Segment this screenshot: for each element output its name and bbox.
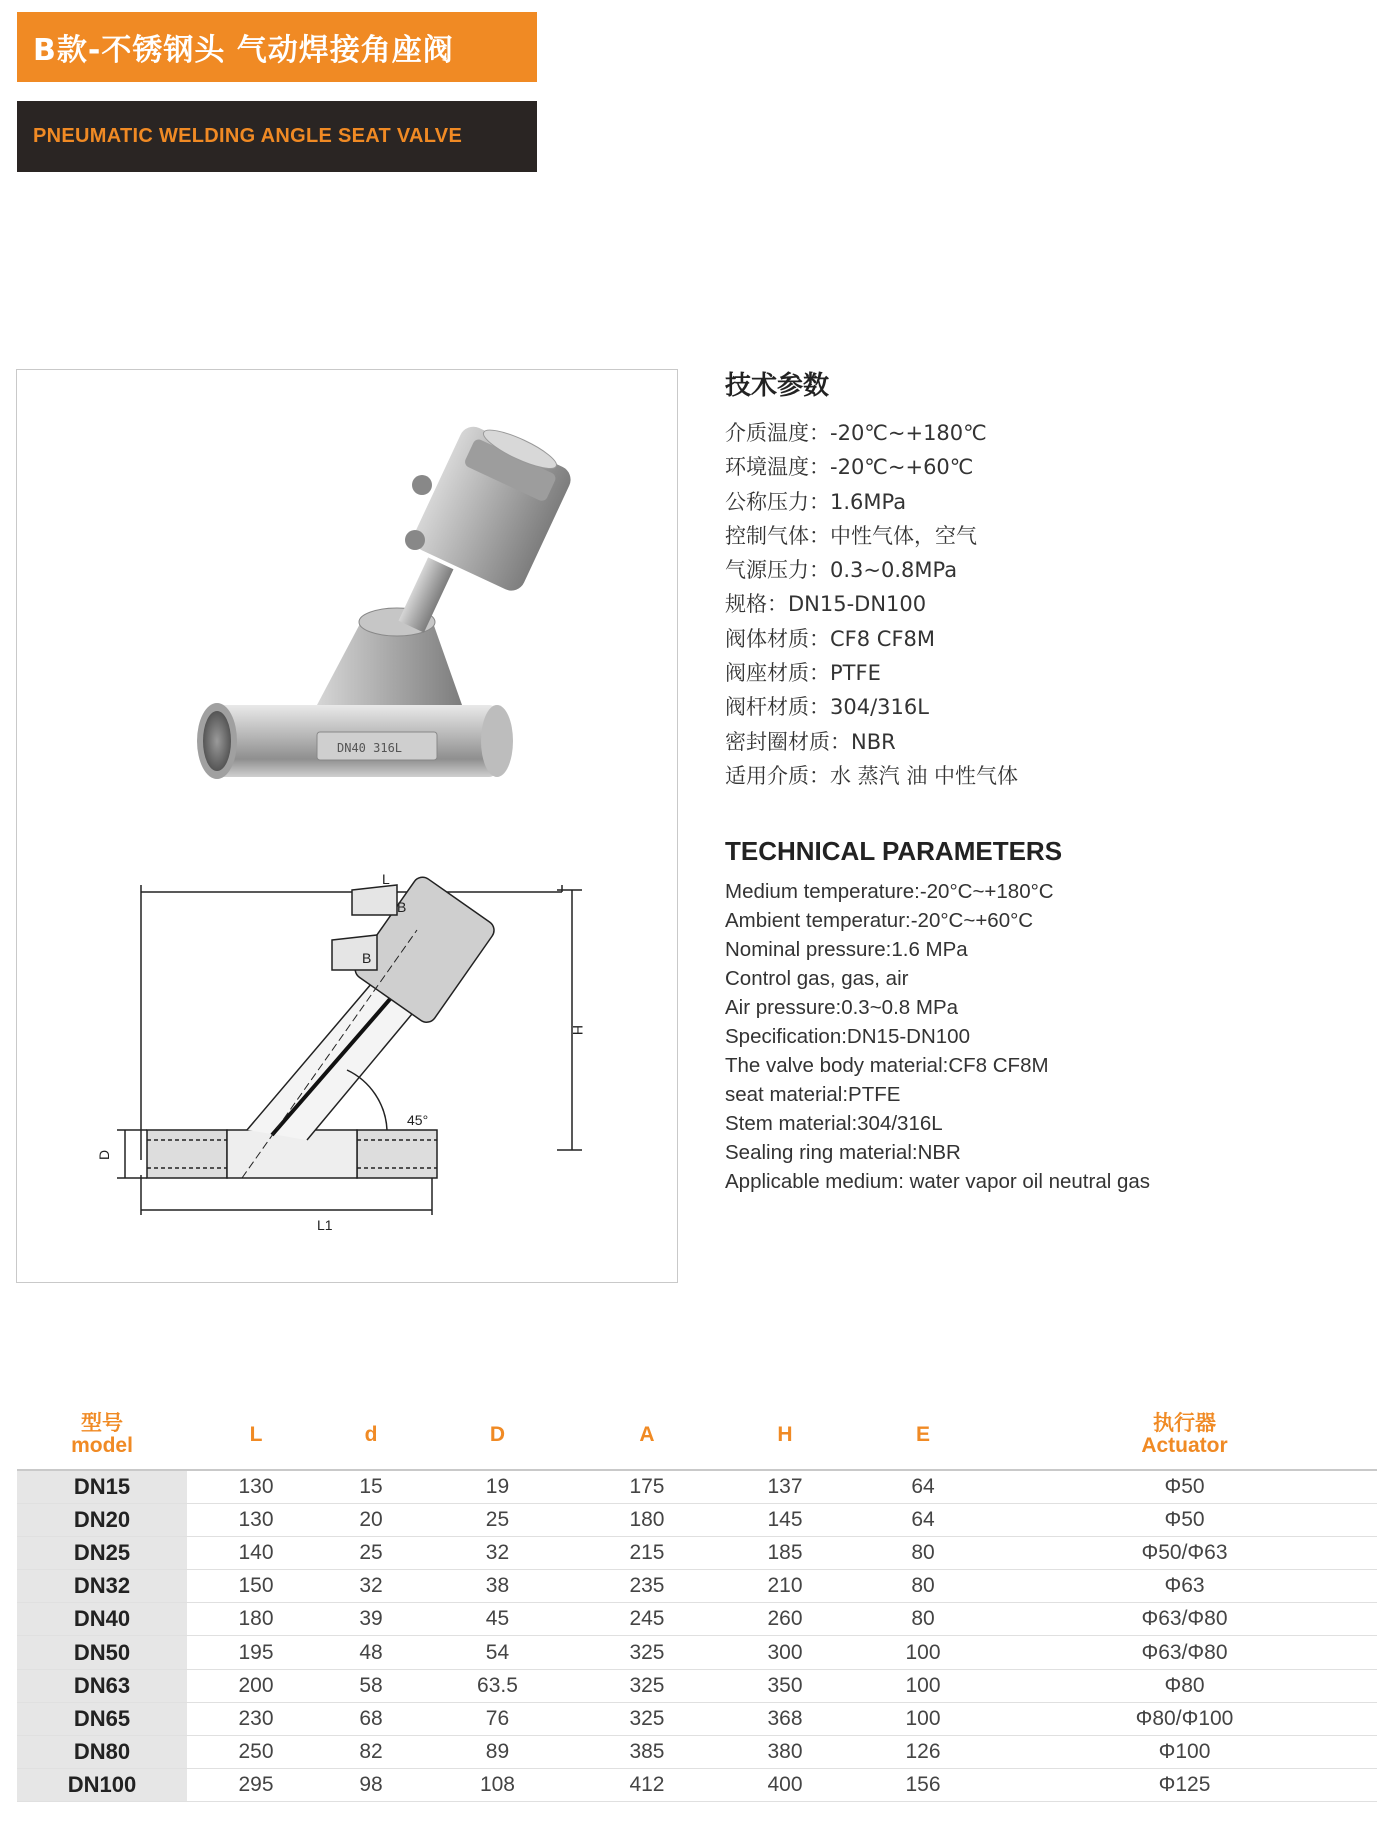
table-cell: Φ100 (992, 1736, 1377, 1769)
model-cell: DN15 (17, 1470, 187, 1503)
header-H: H (716, 1400, 854, 1470)
params-en-list (725, 877, 1365, 1196)
table-cell: 20 (325, 1503, 417, 1536)
header-en: Actuator (1141, 1433, 1228, 1457)
table-cell: 145 (716, 1503, 854, 1536)
table-cell: 180 (578, 1503, 716, 1536)
param-en-item: Specification:DN15-DN100 (725, 1025, 970, 1048)
table-row (17, 1736, 1377, 1769)
table-cell: 130 (187, 1503, 325, 1536)
params-en-heading: TECHNICAL PARAMETERS (725, 836, 1063, 866)
table-cell: 137 (716, 1470, 854, 1503)
table-cell: 58 (325, 1669, 417, 1702)
param-en-item: seat material:PTFE (725, 1083, 901, 1106)
table-cell: 325 (578, 1636, 716, 1669)
table-cell: 19 (417, 1470, 578, 1503)
param-en-item: Applicable medium: water vapor oil neutral gas (725, 1170, 1151, 1193)
table-row (17, 1603, 1377, 1636)
param-cn-item: 介质温度：-20℃~+180℃ (725, 421, 987, 445)
table-cell: 32 (325, 1570, 417, 1603)
table-cell: 175 (578, 1470, 716, 1503)
label-L1: L1 (317, 1217, 333, 1233)
table-cell: 48 (325, 1636, 417, 1669)
param-cn-item: 阀杆材质：304/316L (725, 695, 929, 720)
table-cell: 380 (716, 1736, 854, 1769)
table-cell: 80 (854, 1536, 992, 1569)
table-cell: 38 (417, 1570, 578, 1603)
param-en-item: Sealing ring material:NBR (725, 1141, 961, 1164)
product-figure (16, 369, 678, 1283)
header-cn: 型号 (81, 1411, 123, 1435)
table-cell: 325 (578, 1669, 716, 1702)
table-cell: 100 (854, 1669, 992, 1702)
table-cell: 245 (578, 1603, 716, 1636)
table-cell: 185 (716, 1536, 854, 1569)
table-row (17, 1470, 1377, 1503)
table-cell: 126 (854, 1736, 992, 1769)
table-cell: 385 (578, 1736, 716, 1769)
table-cell: 400 (716, 1769, 854, 1802)
param-cn-item: 适用介质：水 蒸汽 油 中性气体 (725, 763, 1019, 788)
table-cell: 89 (417, 1736, 578, 1769)
table-cell: 210 (716, 1570, 854, 1603)
title-banner (17, 12, 537, 82)
param-cn-item: 密封圈材质：NBR (725, 729, 896, 754)
param-cn-item: 阀体材质：CF8 CF8M (725, 626, 935, 651)
param-en-item: Ambient temperatur:-20°C~+60°C (725, 909, 1034, 932)
technical-parameters-cn (725, 365, 1365, 793)
table-cell: 64 (854, 1470, 992, 1503)
table-cell: 295 (187, 1769, 325, 1802)
table-cell: Φ50 (992, 1503, 1377, 1536)
table-cell: 80 (854, 1603, 992, 1636)
model-cell: DN25 (17, 1536, 187, 1569)
table-row (17, 1570, 1377, 1603)
table-cell: Φ63/Φ80 (992, 1603, 1377, 1636)
header-E: E (854, 1400, 992, 1470)
table-cell: Φ63 (992, 1570, 1377, 1603)
table-cell: 68 (325, 1702, 417, 1735)
table-cell: 100 (854, 1636, 992, 1669)
table-cell: Φ50 (992, 1470, 1377, 1503)
params-cn-heading: 技术参数 (725, 371, 830, 401)
table-row (17, 1669, 1377, 1702)
table-cell: 25 (417, 1503, 578, 1536)
table-row (17, 1769, 1377, 1802)
table-cell: 412 (578, 1769, 716, 1802)
header-A: A (578, 1400, 716, 1470)
label-B1: B (397, 899, 407, 915)
table-cell: 82 (325, 1736, 417, 1769)
table-cell: 200 (187, 1669, 325, 1702)
table-cell: Φ80/Φ100 (992, 1702, 1377, 1735)
param-cn-item: 规格：DN15-DN100 (725, 592, 927, 617)
table-cell: 350 (716, 1669, 854, 1702)
table-cell: 15 (325, 1470, 417, 1503)
subtitle-banner (17, 101, 537, 172)
label-D: D (96, 1149, 112, 1160)
label-H: H (570, 1025, 586, 1036)
table-cell: 195 (187, 1636, 325, 1669)
header-cn: 执行器 (1153, 1411, 1216, 1435)
param-en-item: Air pressure:0.3~0.8 MPa (725, 996, 959, 1019)
table-cell: 180 (187, 1603, 325, 1636)
technical-parameters-en (725, 836, 1365, 1196)
model-cell: DN40 (17, 1603, 187, 1636)
table-cell: 76 (417, 1702, 578, 1735)
params-cn-list (725, 416, 1365, 793)
table-cell: 325 (578, 1702, 716, 1735)
param-cn-item: 控制气体：中性气体，空气 (725, 523, 977, 548)
table-cell: 156 (854, 1769, 992, 1802)
label-angle: 45° (407, 1112, 429, 1128)
table-cell: Φ80 (992, 1669, 1377, 1702)
table-cell: 32 (417, 1536, 578, 1569)
specification-table (17, 1400, 1377, 1802)
table-body (17, 1470, 1377, 1802)
table-cell: 54 (417, 1636, 578, 1669)
table-row (17, 1536, 1377, 1569)
table-cell: 100 (854, 1702, 992, 1735)
table-cell: 98 (325, 1769, 417, 1802)
table-cell: 235 (578, 1570, 716, 1603)
header-L: L (187, 1400, 325, 1470)
table-cell: Φ50/Φ63 (992, 1536, 1377, 1569)
table-cell: 260 (716, 1603, 854, 1636)
header-actuator (992, 1400, 1377, 1470)
table-cell: 64 (854, 1503, 992, 1536)
model-cell: DN65 (17, 1702, 187, 1735)
dimension-drawing (117, 873, 582, 1215)
table-cell: 80 (854, 1570, 992, 1603)
param-en-item: Stem material:304/316L (725, 1112, 943, 1135)
table-cell: 250 (187, 1736, 325, 1769)
label-B2: B (362, 950, 372, 966)
model-cell: DN63 (17, 1669, 187, 1702)
param-cn-item: 阀座材质：PTFE (725, 661, 881, 686)
valve-illustration (17, 370, 679, 1284)
table-cell: 368 (716, 1702, 854, 1735)
table-cell: 230 (187, 1702, 325, 1735)
model-cell: DN80 (17, 1736, 187, 1769)
param-en-item: Nominal pressure:1.6 MPa (725, 938, 968, 961)
param-en-item: Control gas, gas, air (725, 967, 909, 990)
header-model (17, 1400, 187, 1470)
header-D: D (417, 1400, 578, 1470)
table-cell: 130 (187, 1470, 325, 1503)
table-cell: 150 (187, 1570, 325, 1603)
valve-photo (197, 415, 579, 779)
model-cell: DN20 (17, 1503, 187, 1536)
model-cell: DN32 (17, 1570, 187, 1603)
header-d: d (325, 1400, 417, 1470)
model-cell: DN100 (17, 1769, 187, 1802)
table-cell: Φ63/Φ80 (992, 1636, 1377, 1669)
page-title-en: PNEUMATIC WELDING ANGLE SEAT VALVE (33, 125, 463, 147)
table-cell: 300 (716, 1636, 854, 1669)
table-row (17, 1636, 1377, 1669)
table-row (17, 1702, 1377, 1735)
table-cell: 25 (325, 1536, 417, 1569)
table-cell: 39 (325, 1603, 417, 1636)
table-cell: 108 (417, 1769, 578, 1802)
label-L: L (382, 871, 390, 887)
page-title-cn: B款-不锈钢头 气动焊接角座阀 (33, 33, 454, 68)
table-cell: Φ125 (992, 1769, 1377, 1802)
param-en-item: Medium temperature:-20°C~+180°C (725, 880, 1054, 903)
param-cn-item: 气源压力：0.3~0.8MPa (725, 558, 958, 583)
header-en: model (71, 1433, 133, 1457)
param-cn-item: 环境温度：-20℃~+60℃ (725, 455, 974, 480)
table-cell: 215 (578, 1536, 716, 1569)
table-cell: 45 (417, 1603, 578, 1636)
valve-stamp: DN40 316L (337, 741, 403, 755)
table-row (17, 1503, 1377, 1536)
param-cn-item: 公称压力：1.6MPa (725, 489, 907, 514)
param-en-item: The valve body material:CF8 CF8M (725, 1054, 1049, 1077)
table-cell: 140 (187, 1536, 325, 1569)
table-cell: 63.5 (417, 1669, 578, 1702)
table-header-row (17, 1400, 1377, 1470)
model-cell: DN50 (17, 1636, 187, 1669)
